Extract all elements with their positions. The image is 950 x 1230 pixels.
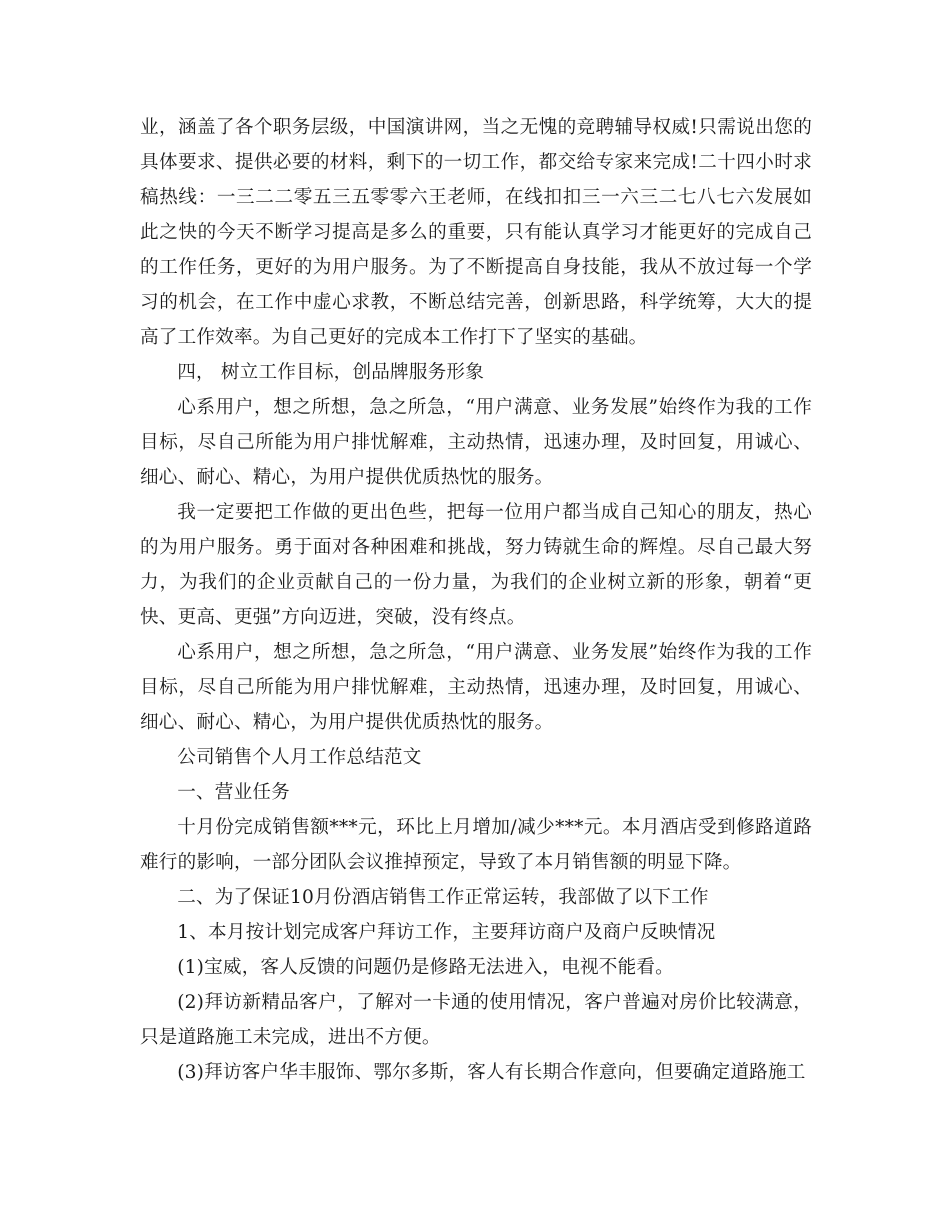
paragraph-3: 我一定要把工作做的更出色些，把每一位用户都当成自己知心的朋友，热心的为用户服务。勇于面对各种困难和挑战，努力铸就生命的辉煌。尽自己最大努力，为我们的企业贡献自己的一份力量，为我们的企业树立新的形象，朝着“更快、更高、更强”方向迈进，突破，没有终点。	[140, 502, 812, 628]
list-item-1: 1、本月按计划完成客户拜访工作，主要拜访商户及商户反映情况	[177, 922, 716, 943]
paragraph-2: 心系用户，想之所想，急之所急，“用户满意、业务发展”始终作为我的工作目标，尽自己所能为用户排忧解难，主动热情，迅速办理，及时回复，用诚心、细心、耐心、精心，为用户提供优质热忱的服务。	[140, 397, 812, 488]
list-item-1-2: (2)拜访新精品客户，了解对一卡通的使用情况，客户普遍对房价比较满意，只是道路施工未完成，进出不方便。	[140, 992, 812, 1048]
section-heading-4: 四， 树立工作目标，创品牌服务形象	[177, 362, 484, 383]
document-title: 公司销售个人月工作总结范文	[177, 747, 422, 768]
paragraph-4: 心系用户，想之所想，急之所急，“用户满意、业务发展”始终作为我的工作目标，尽自己所能为用户排忧解难，主动热情，迅速办理，及时回复，用诚心、细心、耐心、精心，为用户提供优质热忱的服务。	[140, 642, 812, 733]
list-item-1-3: (3)拜访客户华丰服饰、鄂尔多斯，客人有长期合作意向，但要确定道路施工	[177, 1062, 806, 1083]
paragraph-5: 十月份完成销售额***元，环比上月增加/减少***元。本月酒店受到修路道路难行的影响，一部分团队会议推掉预定，导致了本月销售额的明显下降。	[140, 817, 812, 873]
document-body	[140, 110, 812, 1090]
paragraph-1: 业，涵盖了各个职务层级，中国演讲网，当之无愧的竞聘辅导权威!只需说出您的具体要求、提供必要的材料，剩下的一切工作，都交给专家来完成!二十四小时求稿热线：一三二二零五三五零零六王老师，在线扣扣三一六三二七八七六发展如此之快的今天不断学习提高是多么的重要，只有能认真学习才能更好的完成自己的工作任务，更好的为用户服务。为了不断提高自身技能，我从不放过每一个学习的机会，在工作中虚心求教，不断总结完善，创新思路，科学统筹，大大的提高了工作效率。为自己更好的完成本工作打下了坚实的基础。	[140, 117, 812, 348]
section-heading-1: 一、营业任务	[177, 782, 290, 803]
section-heading-2: 二、为了保证10月份酒店销售工作正常运转，我部做了以下工作	[177, 887, 709, 908]
list-item-1-1: (1)宝威，客人反馈的问题仍是修路无法进入，电视不能看。	[177, 957, 674, 978]
